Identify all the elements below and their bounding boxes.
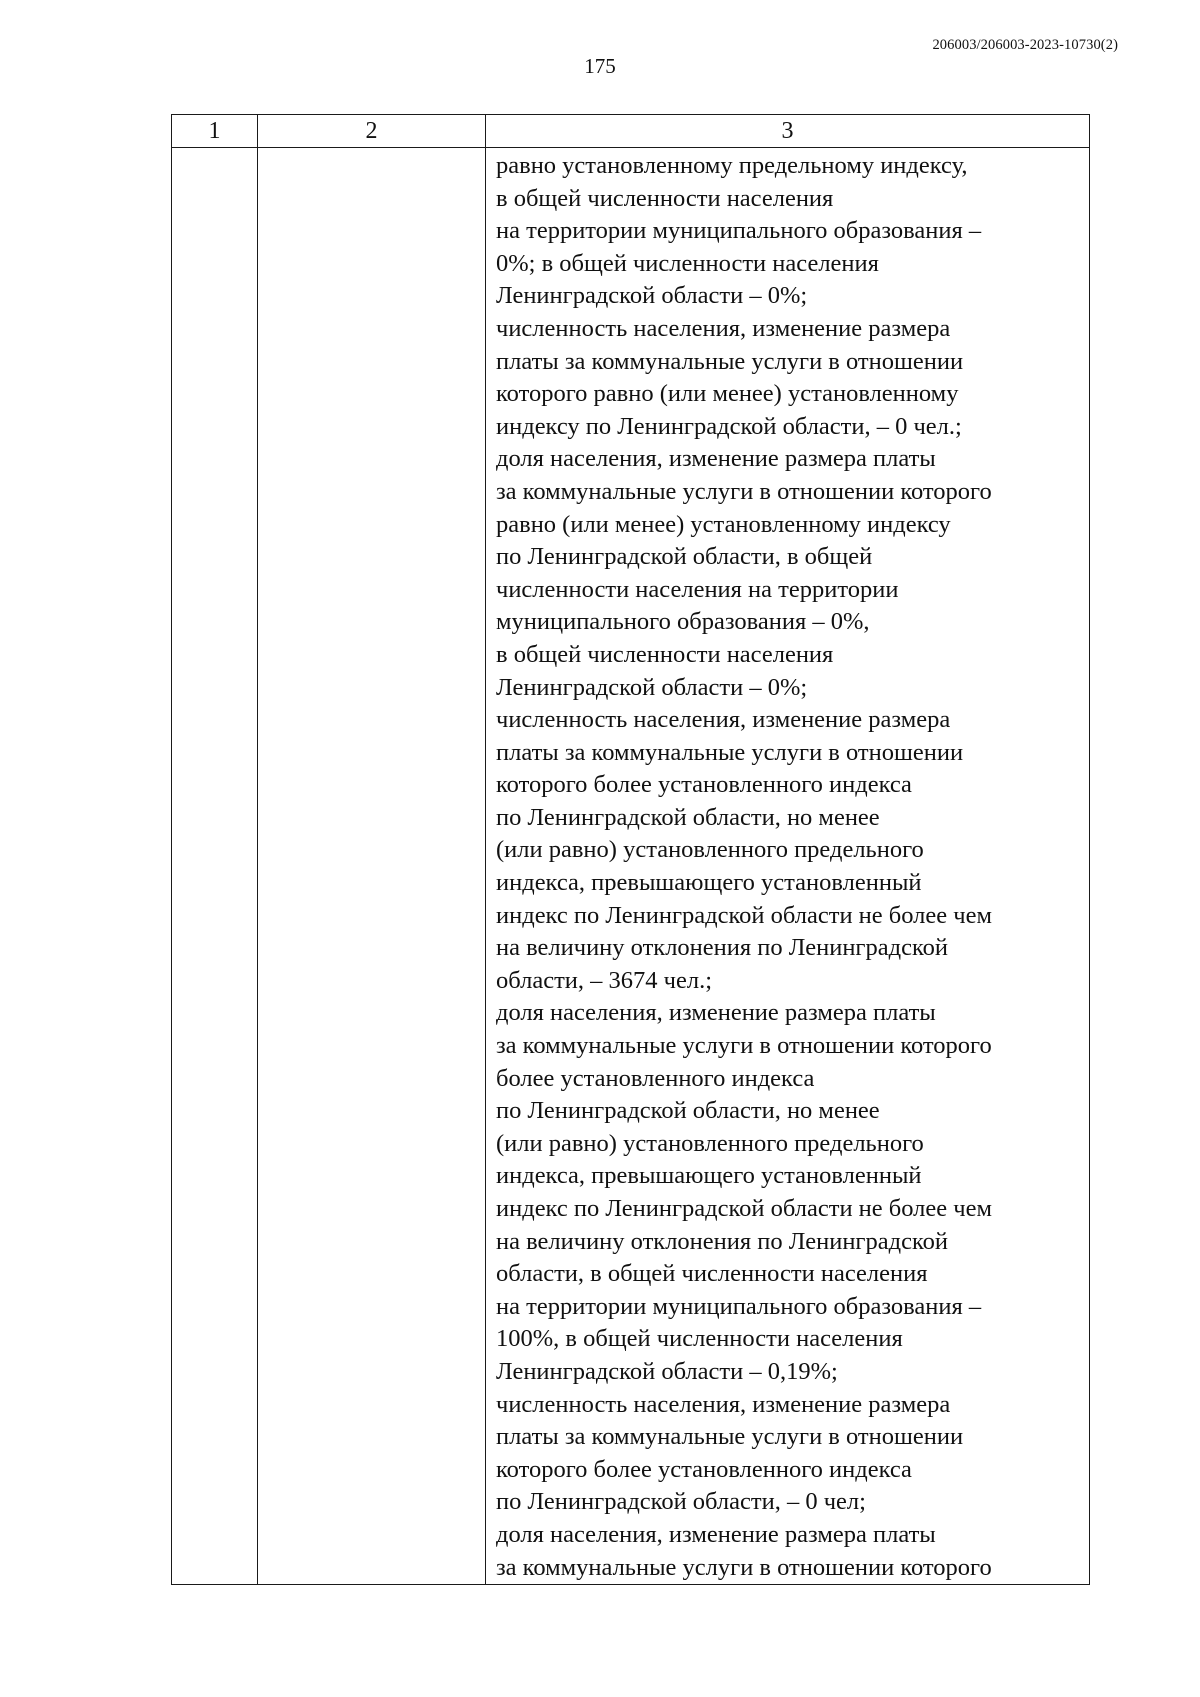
text-line: доля населения, изменение размера платы <box>496 445 936 473</box>
text-line: области, в общей численности населения <box>496 1260 928 1288</box>
text-line: равно установленному предельному индексу, <box>496 152 968 179</box>
text-line: в общей численности населения <box>496 184 834 212</box>
table-row <box>172 148 1090 1585</box>
text-line: по Ленинградской области, но менее <box>496 1097 880 1125</box>
text-line: на величину отклонения по Ленинградской <box>496 934 948 962</box>
text-line: доля населения, изменение размера платы <box>496 1520 936 1548</box>
text-line: на территории муниципального образования – <box>496 217 982 245</box>
text-line: доля населения, изменение размера платы <box>496 999 936 1027</box>
text-line: которого равно (или менее) установленному <box>496 380 959 408</box>
text-line: Ленинградской области – 0,19%; <box>496 1357 838 1385</box>
text-line: индекс по Ленинградской области не более чем <box>496 1195 992 1222</box>
column-header-3: 3 <box>486 115 1090 148</box>
document-number: 206003/206003-2023-10730(2) <box>932 37 1118 53</box>
cell-col2 <box>258 148 486 1585</box>
text-line: на величину отклонения по Ленинградской <box>496 1227 948 1255</box>
text-line: равно (или менее) установленному индексу <box>496 510 951 538</box>
page-number: 175 <box>584 54 616 78</box>
text-line: за коммунальные услуги в отношении которого <box>496 477 992 505</box>
text-line: численность населения, изменение размера <box>496 1390 951 1418</box>
text-line: по Ленинградской области, – 0 чел; <box>496 1488 866 1516</box>
text-line: численность населения, изменение размера <box>496 314 951 342</box>
text-line: индексу по Ленинградской области, – 0 чел.; <box>496 412 962 440</box>
text-line: области, – 3674 чел.; <box>496 966 713 994</box>
text-line: Ленинградской области – 0%; <box>496 282 808 310</box>
text-line: которого более установленного индекса <box>496 1455 912 1483</box>
text-line: индекса, превышающего установленный <box>496 1162 922 1190</box>
text-line: индекса, превышающего установленный <box>496 869 922 897</box>
text-line: индекс по Ленинградской области не более чем <box>496 901 992 929</box>
text-line: по Ленинградской области, но менее <box>496 803 880 831</box>
text-line: платы за коммунальные услуги в отношении <box>496 738 964 766</box>
text-line: 100%, в общей численности населения <box>496 1325 903 1353</box>
text-line: 0%; в общей численности населения <box>496 249 879 277</box>
cell-col3 <box>486 148 1090 1585</box>
table-header-row <box>172 115 1090 148</box>
text-line: за коммунальные услуги в отношении которого <box>496 1553 992 1581</box>
column-header-1: 1 <box>172 115 258 148</box>
text-line: (или равно) установленного предельного <box>496 836 924 864</box>
column-header-2: 2 <box>258 115 486 148</box>
text-line: платы за коммунальные услуги в отношении <box>496 347 964 375</box>
text-line: муниципального образования – 0%, <box>496 608 870 636</box>
text-line: которого более установленного индекса <box>496 771 912 799</box>
cell-col3-text <box>486 148 1089 1584</box>
text-line: платы за коммунальные услуги в отношении <box>496 1423 964 1451</box>
text-line: численности населения на территории <box>496 575 899 603</box>
cell-col1 <box>172 148 258 1585</box>
text-line: в общей численности населения <box>496 640 834 668</box>
text-line: по Ленинградской области, в общей <box>496 543 873 571</box>
text-line: на территории муниципального образования – <box>496 1292 982 1320</box>
text-line: более установленного индекса <box>496 1064 815 1092</box>
text-line: численность населения, изменение размера <box>496 706 951 734</box>
document-table <box>171 114 1090 1585</box>
text-line: (или равно) установленного предельного <box>496 1129 924 1157</box>
text-line: за коммунальные услуги в отношении которого <box>496 1032 992 1060</box>
text-line: Ленинградской области – 0%; <box>496 673 808 701</box>
